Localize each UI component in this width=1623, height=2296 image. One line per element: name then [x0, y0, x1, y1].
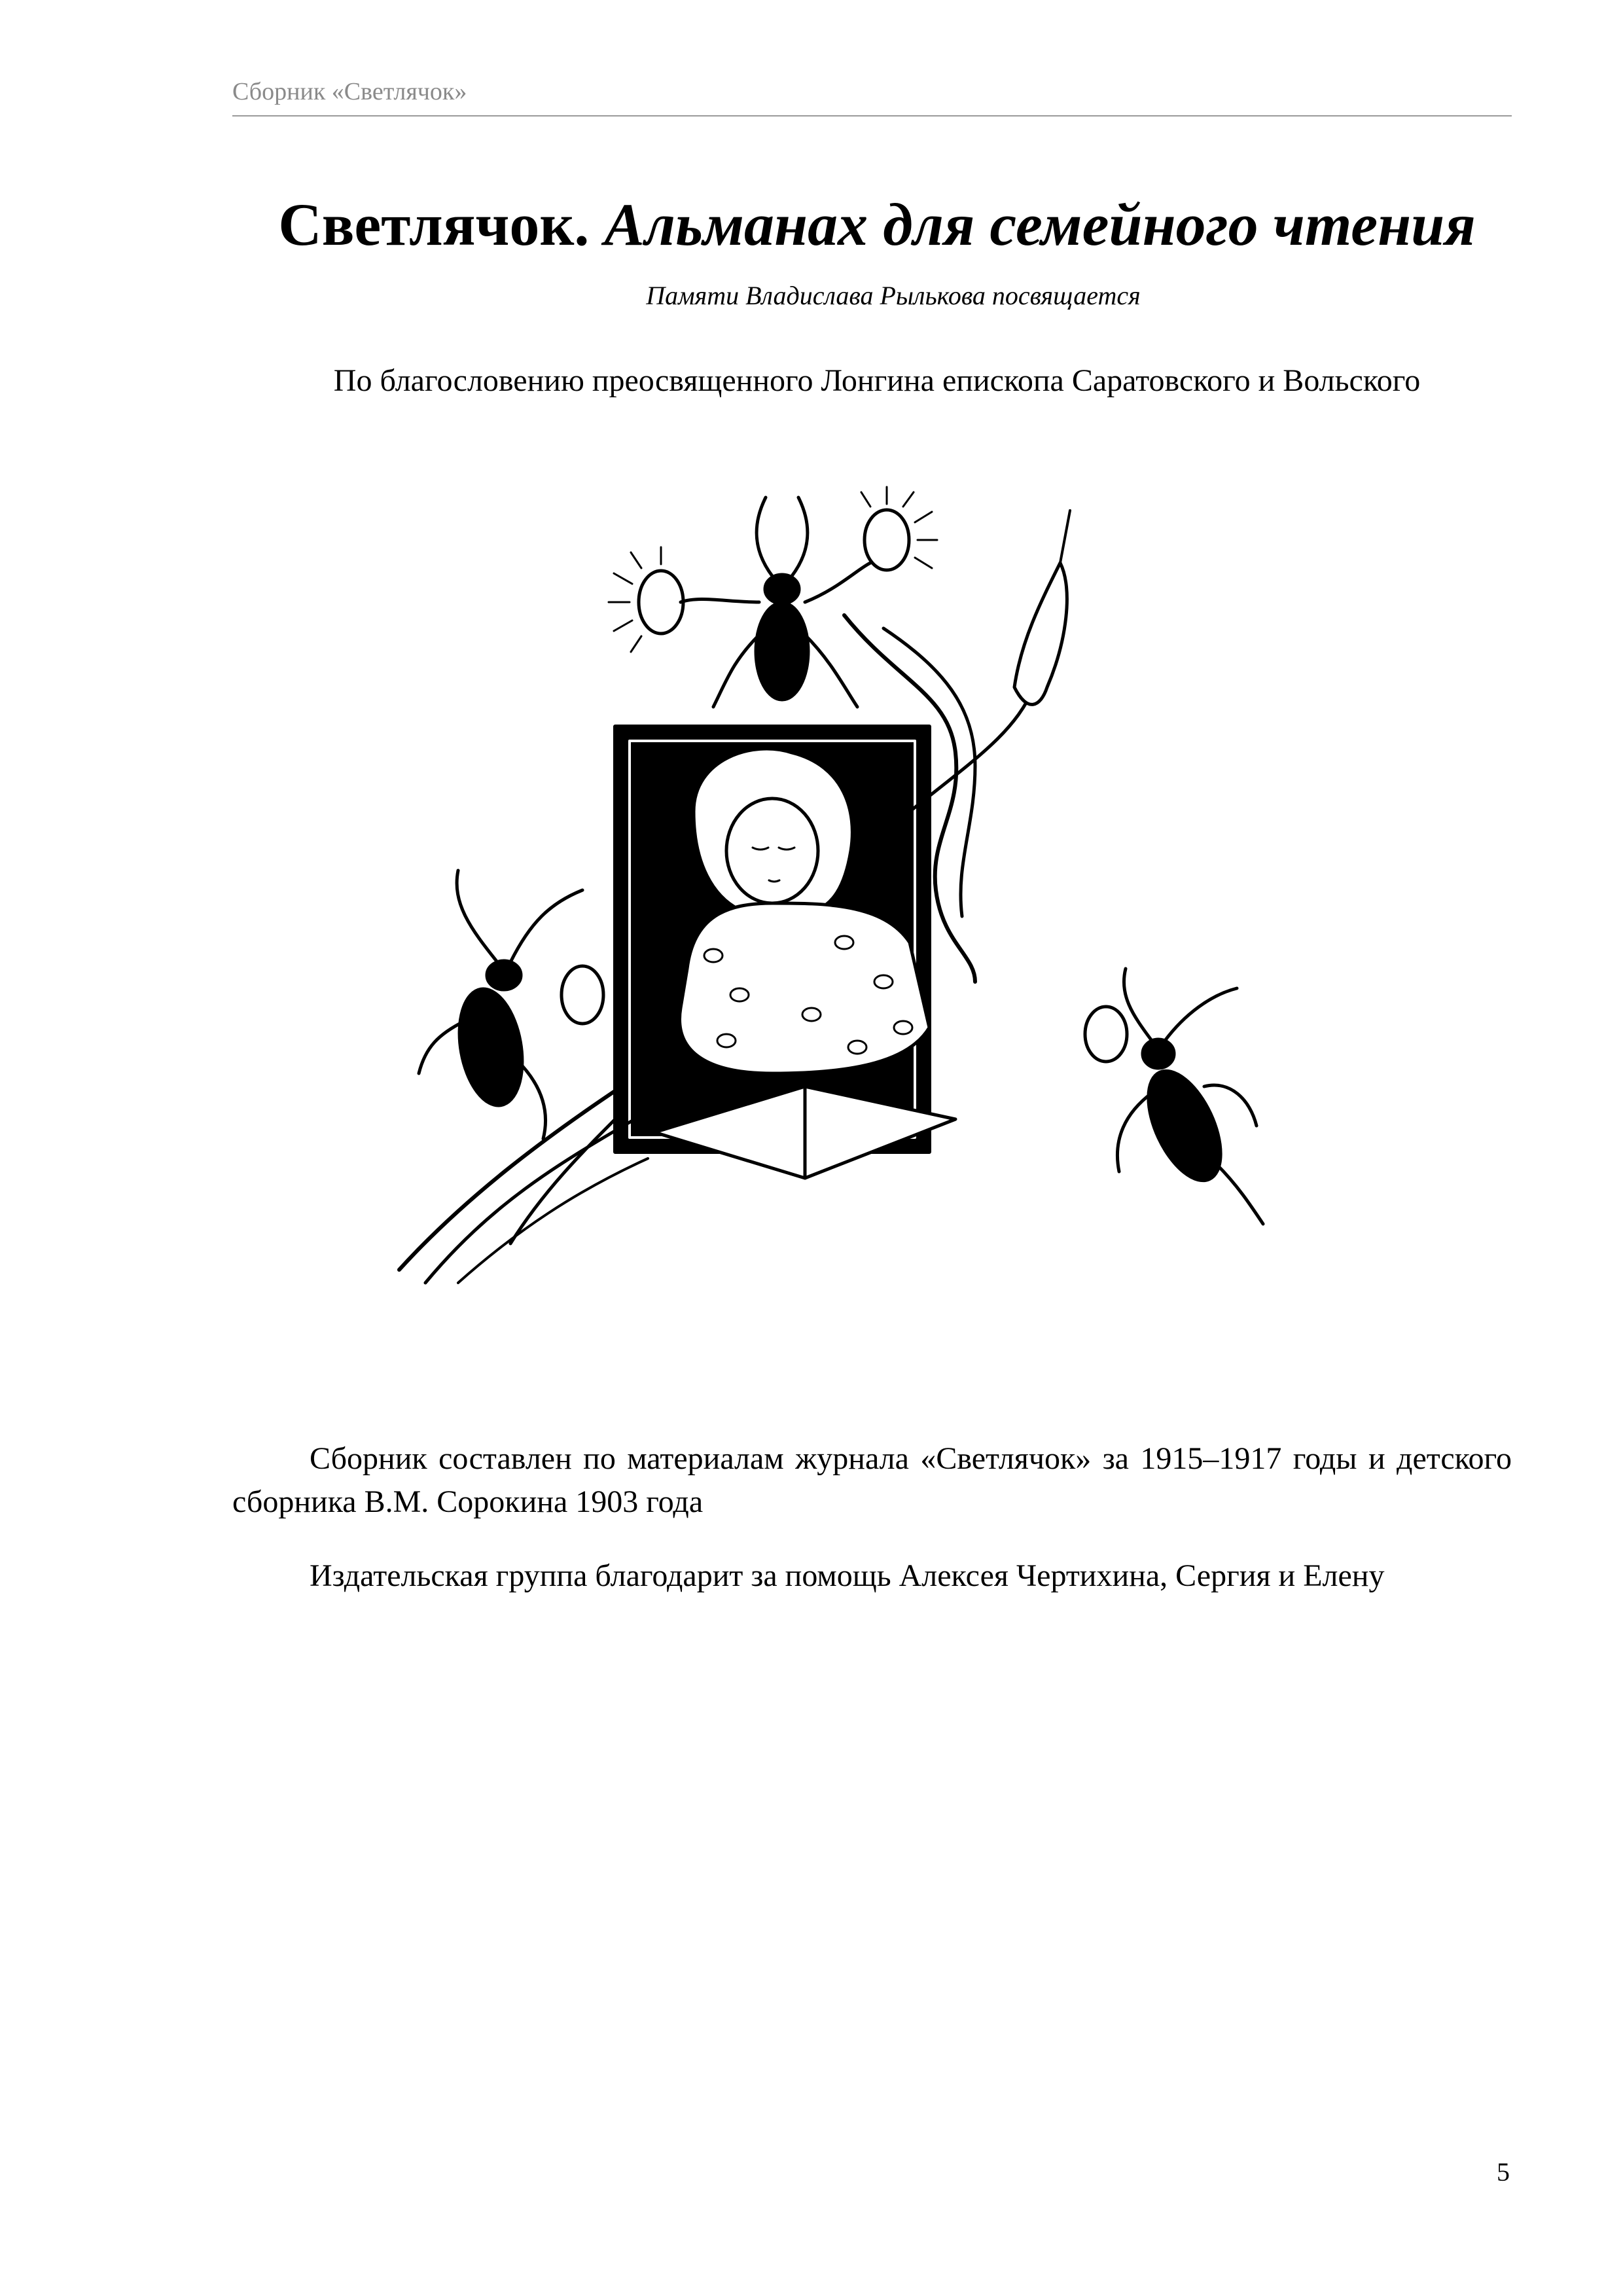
page-number: 5	[1497, 2157, 1510, 2187]
cattail-plant	[910, 511, 1070, 812]
running-head: Сборник «Светлячок»	[232, 78, 467, 105]
right-beetle-icon	[1117, 969, 1263, 1224]
right-small-lantern-icon	[1085, 1007, 1127, 1062]
header-rule	[232, 115, 1512, 117]
blessing-line: По благословению преосвященного Лонгина епископа Саратовского и Вольского	[333, 363, 1421, 398]
title-italic: Альманах для семейного чтения	[604, 191, 1476, 258]
acknowledgement: Издательская группа благодарит за помощь Алексея Чертихина, Сергия и Елену	[310, 1558, 1385, 1593]
top-beetle-icon	[681, 497, 870, 707]
left-lantern-icon	[609, 547, 683, 652]
frontispiece-illustration	[386, 471, 1302, 1322]
small-lantern-icon	[562, 966, 603, 1024]
page-title	[0, 190, 1623, 259]
stalks	[399, 1086, 648, 1283]
source-note: Сборник составлен по материалам журнала «Светлячок» за 1915–1917 годы и детского сборника В.М. Сорокина 1903 года	[232, 1441, 1512, 1519]
dedication: Памяти Владислава Рылькова посвящается	[646, 281, 1141, 310]
left-beetle-icon	[419, 870, 582, 1139]
title-bold: Светлячок.	[278, 191, 590, 258]
right-lantern-icon	[861, 487, 937, 570]
